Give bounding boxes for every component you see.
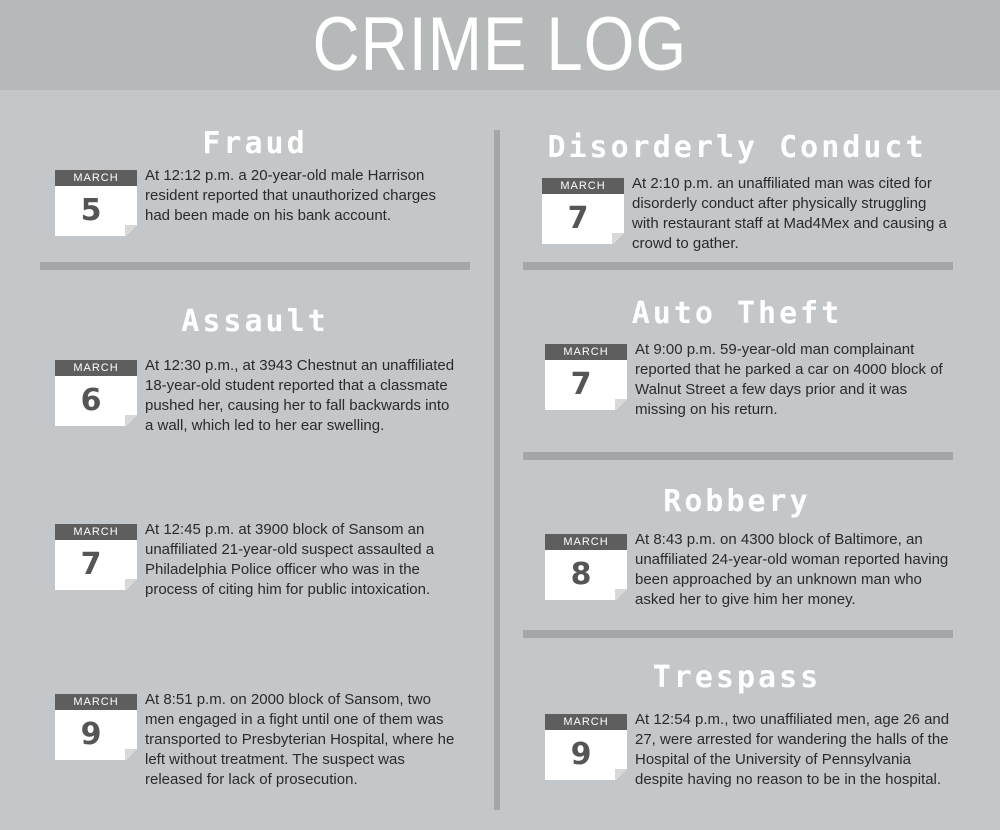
- log-entry-fraud-1: [55, 167, 455, 240]
- calendar-month: MARCH: [55, 524, 137, 540]
- calendar-month: MARCH: [55, 170, 137, 186]
- calendar-icon: [542, 178, 624, 244]
- calendar-day: 7: [570, 367, 592, 402]
- calendar-day: 8: [570, 557, 592, 592]
- log-entry-assault-2: [55, 521, 455, 614]
- calendar-day: 9: [570, 737, 592, 772]
- section-title-assault: Assault: [181, 304, 329, 339]
- section-divider: [40, 262, 470, 270]
- entry-text: At 12:12 p.m. a 20-year-old male Harrison resident reported that unauthorized charges had been made on his bank account.: [145, 167, 437, 224]
- calendar-day: 9: [80, 717, 102, 752]
- calendar-icon: [545, 534, 627, 600]
- entry-text: At 8:51 p.m. on 2000 block of Sansom, two men engaged in a fight until one of them was transported to Presbyterian Hospital, where he left without treatment. The suspect was released for lack of prosecution.: [145, 691, 455, 788]
- calendar-icon: [545, 344, 627, 410]
- section-title-auto-theft: Auto Theft: [631, 296, 843, 331]
- entry-text: At 12:54 p.m., two unaffiliated men, age 26 and 27, were arrested for wandering the halls of the Hospital of the University of Pennsylvania despite having no reason to be in the hospital.: [635, 711, 950, 788]
- log-entry-robbery-1: [545, 531, 955, 614]
- log-entry-trespass-1: [545, 711, 955, 804]
- calendar-day: 5: [80, 193, 102, 228]
- entry-text: At 9:00 p.m. 59-year-old man complainant reported that he parked a car on 4000 block of Walnut Street a few days prior and it was missing on his return.: [635, 341, 943, 418]
- calendar-month: MARCH: [55, 360, 137, 376]
- calendar-month: MARCH: [545, 344, 627, 360]
- section-title-fraud: Fraud: [202, 126, 308, 161]
- section-title-trespass: Trespass: [652, 660, 822, 695]
- calendar-month: MARCH: [542, 178, 624, 194]
- calendar-icon: [55, 694, 137, 760]
- section-title-disorderly-conduct: Disorderly Conduct: [547, 130, 927, 165]
- entry-text: At 8:43 p.m. on 4300 block of Baltimore, an unaffiliated 24-year-old woman reported having been approached by an unknown man who asked her to give him her money.: [635, 531, 949, 608]
- section-divider: [523, 262, 953, 270]
- page-title: CRIME LOG: [312, 2, 688, 87]
- calendar-day: 7: [567, 201, 589, 236]
- column-divider: [494, 130, 500, 810]
- title-banner: [0, 0, 1000, 90]
- calendar-day: 6: [80, 383, 102, 418]
- log-entry-disorderly-1: [542, 175, 952, 258]
- calendar-month: MARCH: [55, 694, 137, 710]
- calendar-icon: [55, 170, 137, 236]
- entry-text: At 12:30 p.m., at 3943 Chestnut an unaffiliated 18-year-old student reported that a classmate pushed her, causing her to fall backwards into a wall, which led to her ear swelling.: [145, 357, 455, 434]
- calendar-icon: [545, 714, 627, 780]
- entry-text: At 12:45 p.m. at 3900 block of Sansom an unaffiliated 21-year-old suspect assaulted a Philadelphia Police officer who was in the process of citing him for public intoxication.: [145, 521, 435, 598]
- calendar-month: MARCH: [545, 534, 627, 550]
- calendar-day: 7: [80, 547, 102, 582]
- log-entry-assault-1: [55, 357, 455, 450]
- calendar-icon: [55, 360, 137, 426]
- entry-text: At 2:10 p.m. an unaffiliated man was cited for disorderly conduct after physically struggling with restaurant staff at Mad4Mex and causing a crowd to gather.: [632, 175, 947, 252]
- calendar-icon: [55, 524, 137, 590]
- log-entry-assault-3: [55, 691, 455, 804]
- section-divider: [523, 630, 953, 638]
- section-title-robbery: Robbery: [663, 484, 811, 519]
- section-divider: [523, 452, 953, 460]
- calendar-month: MARCH: [545, 714, 627, 730]
- log-entry-auto-theft-1: [545, 341, 955, 424]
